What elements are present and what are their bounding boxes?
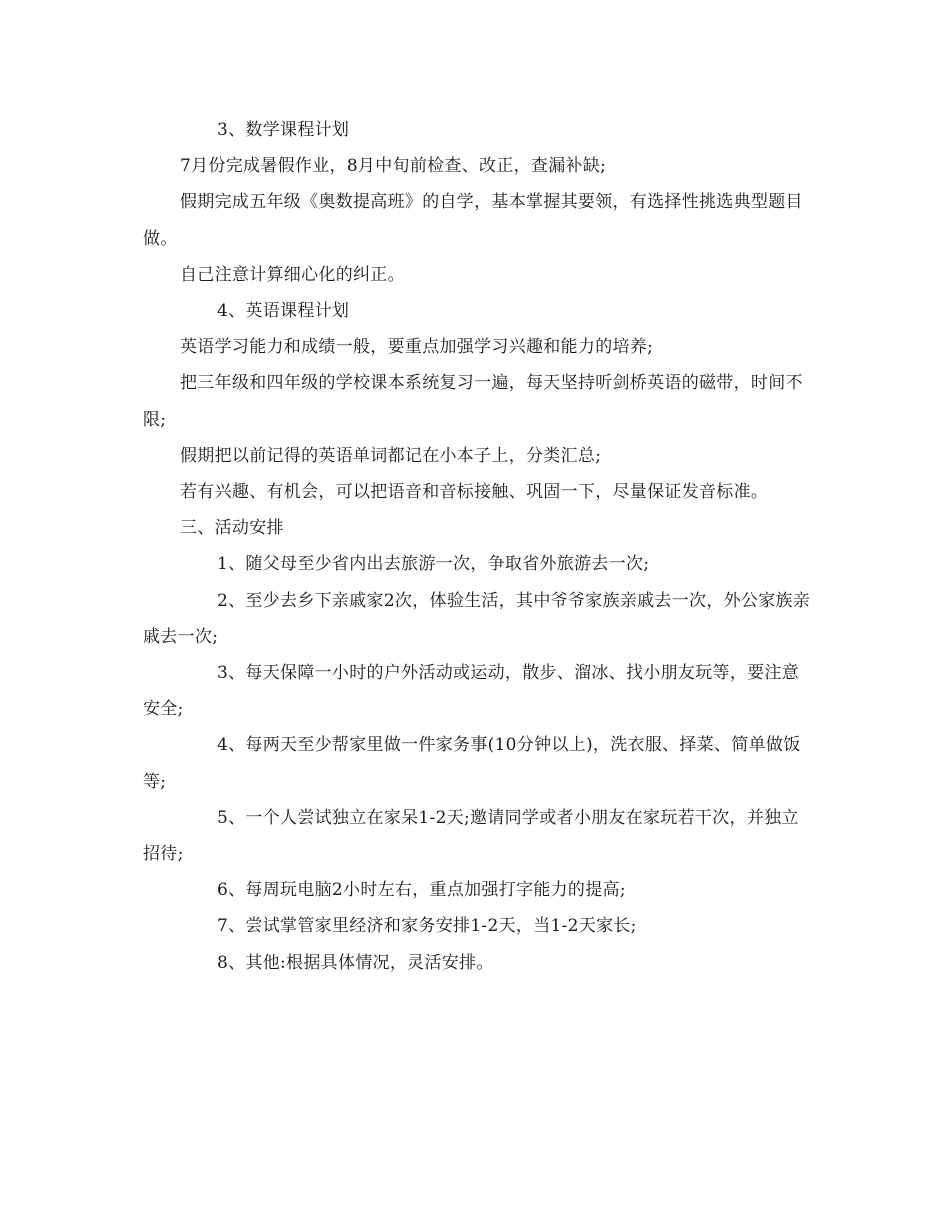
paragraph-text: 每天保障一小时的户外活动或运动，散步、溜冰、找小朋友玩等，要注意安全; [143, 663, 800, 720]
paragraph-text: 一个人尝试独立在家呆1-2天;邀请同学或者小朋友在家玩若干次，并独立招待; [143, 807, 799, 865]
item-number: 6、 [217, 880, 246, 901]
item-number: 3、 [217, 663, 246, 684]
item-number: 4、 [217, 301, 246, 322]
section-heading-text: 三、活动安排 [180, 518, 284, 539]
list-item [143, 800, 813, 872]
paragraph-text: 若有兴趣、有机会，可以把语音和音标接触、巩固一下，尽量保证发音标准。 [180, 482, 769, 503]
paragraph [143, 365, 813, 437]
paragraph [143, 184, 813, 256]
paragraph [143, 293, 813, 329]
paragraph-text: 英语学习能力和成绩一般，要重点加强学习兴趣和能力的培养; [180, 337, 654, 358]
paragraph-text: 7月份完成暑假作业，8月中旬前检查、改正，查漏补缺; [180, 156, 607, 177]
paragraph [143, 112, 813, 148]
list-item [143, 908, 813, 944]
item-number: 3、 [217, 120, 246, 140]
list-item [143, 872, 813, 908]
paragraph-text: 把三年级和四年级的学校课本系统复习一遍，每天坚持听剑桥英语的磁带，时间不限; [143, 373, 803, 430]
document-body [143, 112, 813, 981]
list-item [143, 727, 813, 799]
paragraph-text: 尝试掌管家里经济和家务安排1-2天，当1-2天家长; [245, 916, 637, 937]
item-number: 5、 [217, 807, 246, 828]
paragraph-text: 假期把以前记得的英语单词都记在小本子上，分类汇总; [180, 445, 602, 466]
list-item [143, 945, 813, 981]
item-number: 8、 [217, 952, 246, 973]
item-number: 4、 [217, 735, 246, 756]
list-item [143, 546, 813, 582]
paragraph-text: 数学课程计划 [245, 120, 350, 140]
paragraph-text: 假期完成五年级《奥数提高班》的自学，基本掌握其要领，有选择性挑选典型题目做。 [143, 192, 803, 249]
item-number: 7、 [217, 916, 246, 937]
paragraph [143, 474, 813, 510]
item-number: 2、 [217, 590, 246, 611]
item-number: 1、 [217, 554, 246, 575]
paragraph-text: 每两天至少帮家里做一件家务事(10分钟以上)，洗衣服、择菜、简单做饭等; [143, 735, 801, 792]
list-item [143, 655, 813, 727]
paragraph-text: 至少去乡下亲戚家2次，体验生活，其中爷爷家族亲戚去一次，外公家族亲戚去一次; [143, 590, 811, 647]
paragraph [143, 148, 813, 184]
paragraph-text: 其他:根据具体情况，灵活安排。 [245, 952, 494, 973]
paragraph [143, 438, 813, 474]
paragraph [143, 257, 813, 293]
paragraph [143, 329, 813, 365]
section-heading [143, 510, 813, 546]
paragraph-text: 每周玩电脑2小时左右，重点加强打字能力的提高; [245, 880, 626, 901]
paragraph-text: 自己注意计算细心化的纠正。 [180, 264, 405, 285]
paragraph-text: 英语课程计划 [245, 301, 350, 322]
paragraph-text: 随父母至少省内出去旅游一次，争取省外旅游去一次; [245, 554, 650, 575]
list-item [143, 583, 813, 655]
